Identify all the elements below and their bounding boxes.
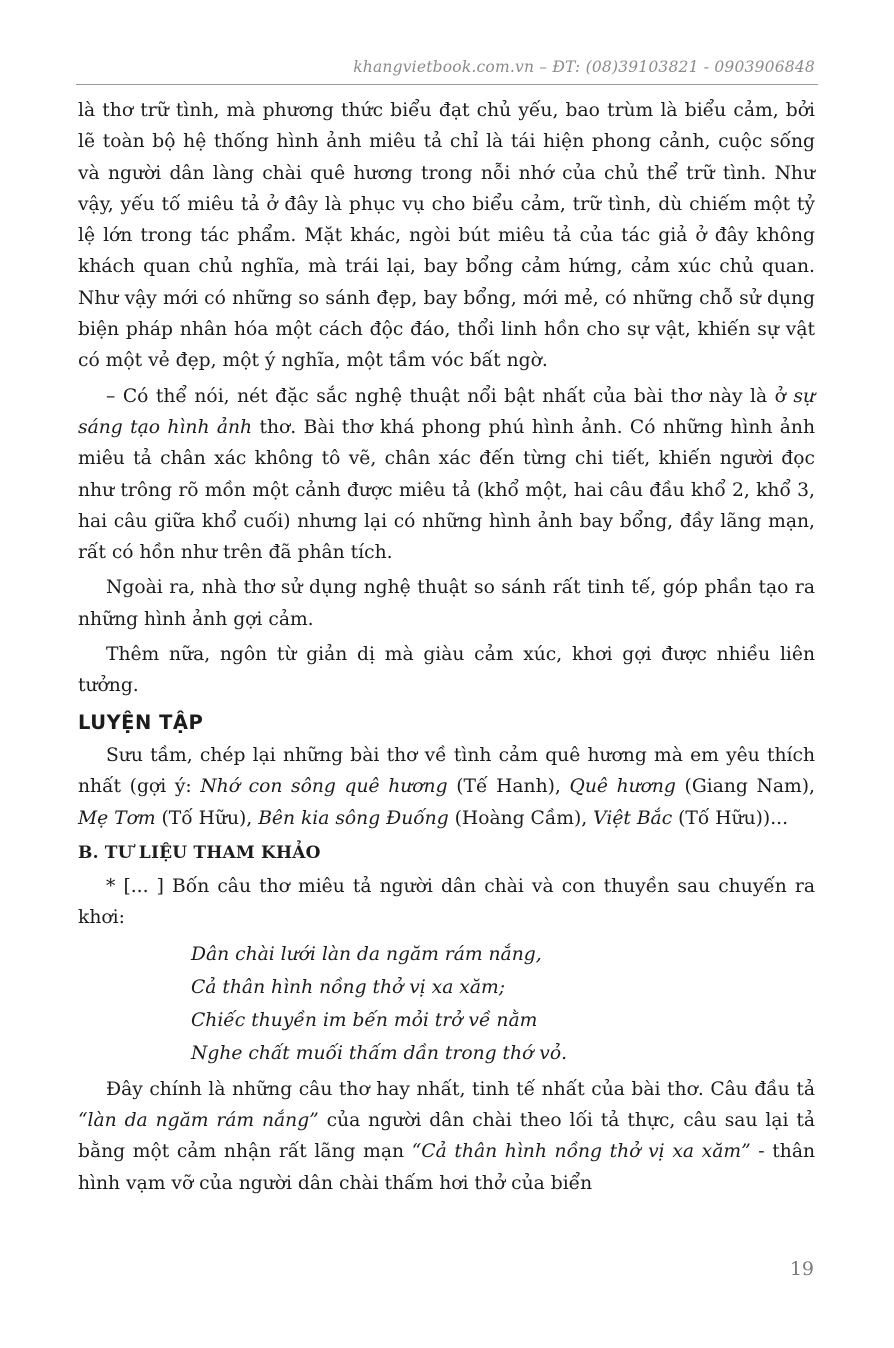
paragraph-text: – Có thể nói, nét đặc sắc nghệ thuật nổi bật nhất của bài thơ này là ở: [106, 385, 794, 407]
paragraph-text: (Hoàng Cầm),: [448, 807, 594, 829]
poem-line: Chiếc thuyền im bến mỏi trở về nằm: [191, 1009, 538, 1031]
work-title: Quê hương: [569, 776, 676, 798]
paragraph-text: Sưu tầm, chép lại những bài thơ về tình cảm quê hương mà em yêu thích nhất (gợi ý:: [78, 744, 815, 798]
paragraph-text: thơ. Bài thơ khá phong phú hình ảnh. Có những hình ảnh miêu tả chân xác không tô vẽ, chân xác đến từng chi tiết, khiến người đọc như trông rõ mồn một cảnh được miêu tả (khổ một, hai câu đầu khổ 2, khổ 3, hai câu giữa khổ cuối) nhưng lại có những hình ảnh bay bổng, đầy lãng mạn, rất có hồn như trên đã phân tích.: [78, 416, 815, 564]
paragraph-comparison: Ngoài ra, nhà thơ sử dụng nghệ thuật so sánh rất tinh tế, góp phần tạo ra những hình ảnh gợi cảm.: [78, 577, 815, 630]
page-body: [78, 95, 815, 1203]
reference-intro: * [... ] Bốn câu thơ miêu tả người dân chài và con thuyền sau chuyến ra khơi:: [78, 876, 815, 929]
work-title: Việt Bắc: [593, 807, 673, 829]
poem-line: Cả thân hình nồng thở vị xa xăm;: [191, 976, 506, 998]
poem-line: Dân chài lưới làn da ngăm rám nắng,: [191, 943, 542, 965]
work-title: Bên kia sông Đuống: [258, 807, 449, 829]
poem-line: Nghe chất muối thấm dần trong thớ vỏ.: [191, 1042, 568, 1064]
quoted-phrase: “làn da ngăm rám nắng”: [78, 1110, 319, 1132]
paragraph-language: Thêm nữa, ngôn từ giản dị mà giàu cảm xúc, khơi gợi được nhiều liên tưởng.: [78, 644, 815, 697]
italic-phrase: sự sáng tạo hình ảnh: [78, 385, 815, 438]
paragraph-text: (Tế Hanh),: [447, 776, 570, 798]
running-header: khangvietbook.com.vn – ĐT: (08)39103821 - 0903906848: [353, 58, 815, 76]
paragraph-text: - thân hình vạm vỡ của người dân chài thấm hơi thở của biển: [78, 1141, 816, 1194]
paragraph-text: của người dân chài theo lối tả thực, câu sau lại tả bằng một cảm nhận rất lãng mạn: [78, 1110, 815, 1163]
paragraph-text: (Tố Hữu),: [155, 807, 259, 829]
quoted-phrase: “Cả thân hình nồng thở vị xa xăm”: [411, 1141, 751, 1163]
paragraph-continuation: là thơ trữ tình, mà phương thức biểu đạt chủ yếu, bao trùm là biểu cảm, bởi lẽ toàn bộ hệ thống hình ảnh miêu tả chỉ là tái hiện phong cảnh, cuộc sống và người dân làng chài quê hương trong nỗi nhớ của chủ thể trữ tình. Như vậy, yếu tố miêu tả ở đây là phục vụ cho biểu cảm, trữ tình, dù chiếm một tỷ lệ lớn trong tác phẩm. Mặt khác, ngòi bút miêu tả của tác giả ở đây không khách quan chủ nghĩa, mà trái lại, bay bổng cảm hứng, cảm xúc chủ quan. Như vậy mới có những so sánh đẹp, bay bổng, mới mẻ, có những chỗ sử dụng biện pháp nhân hóa một cách độc đáo, thổi linh hồn cho sự vật, khiến sự vật có một vẻ đẹp, một ý nghĩa, một tầm vóc bất ngờ.: [78, 100, 815, 372]
practice-paragraph: [78, 740, 815, 834]
section-heading-reference: B. TƯ LIỆU THAM KHẢO: [78, 842, 321, 863]
work-title: Mẹ Tơm: [78, 807, 156, 829]
paragraph-art-highlight: [78, 381, 815, 569]
section-heading-practice: LUYỆN TẬP: [78, 710, 204, 734]
page-number: 19: [789, 1258, 814, 1280]
analysis-paragraph: [78, 1074, 815, 1199]
header-rule: [76, 84, 818, 85]
paragraph-text: Đây chính là những câu thơ hay nhất, tinh tế nhất của bài thơ. Câu đầu tả: [106, 1078, 815, 1100]
paragraph-text: (Giang Nam),: [675, 776, 815, 798]
paragraph-text: (Tố Hữu))...: [672, 807, 789, 829]
poem-excerpt: [78, 938, 815, 1070]
work-title: Nhớ con sông quê hương: [200, 776, 448, 798]
